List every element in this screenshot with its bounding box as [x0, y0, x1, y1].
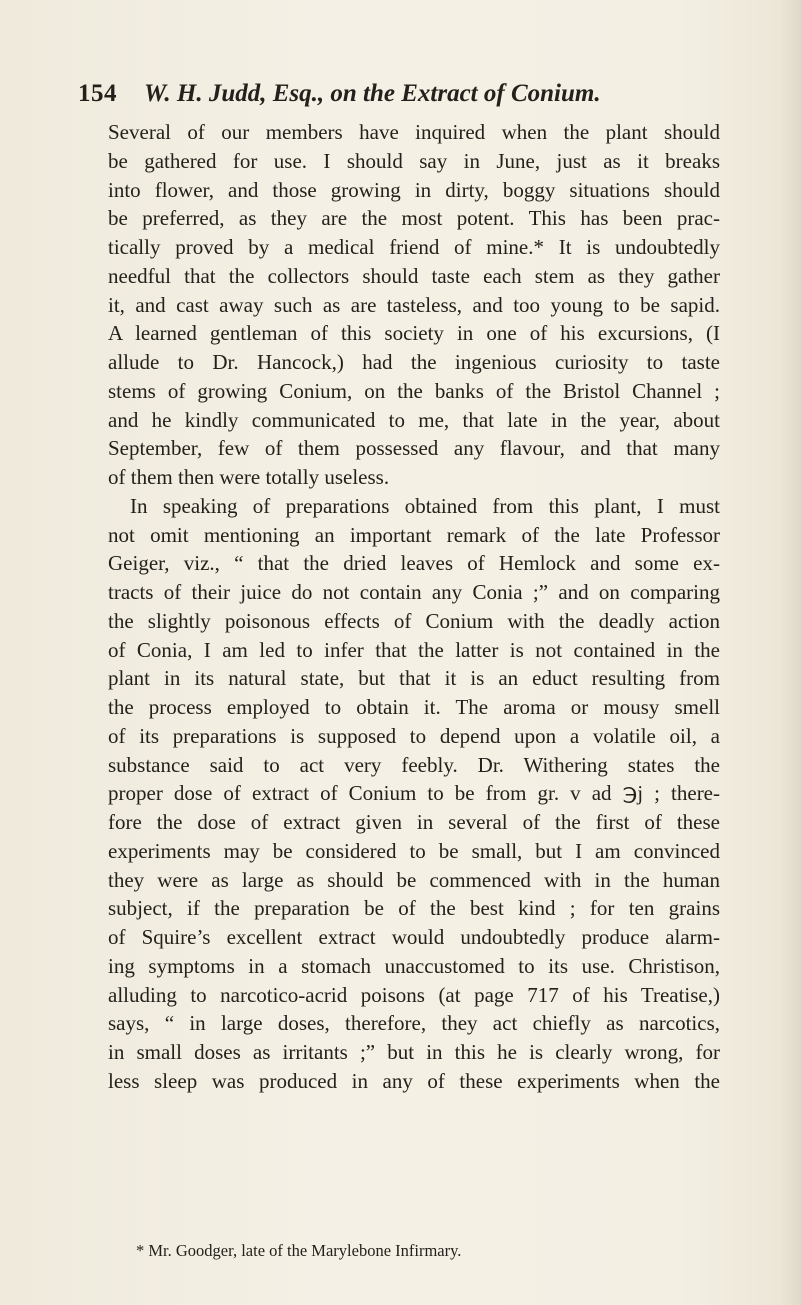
running-title: W. H. Judd, Esq., on the Extract of Conium. — [144, 80, 601, 107]
page-edge-shadow — [779, 0, 801, 1305]
text-line: Geiger, viz., “ that the dried leaves of Hemlock and some ex- — [108, 551, 720, 576]
text-line: the process employed to obtain it. The aroma or mousy smell — [108, 695, 720, 719]
text-line: says, “ in large doses, therefore, they act chiefly as narcotics, — [108, 1011, 720, 1036]
text-line: September, few of them possessed any flavour, and that many — [108, 436, 720, 461]
text-line: of them then were totally useless. — [108, 465, 390, 489]
page-number: 154 — [78, 80, 117, 107]
text-line: in small doses as irritants ;” but in this he is clearly wrong, for — [108, 1040, 720, 1064]
text-line: be preferred, as they are the most potent. This has been prac- — [108, 206, 720, 231]
text-line: ing symptoms in a stomach unaccustomed to its use. Christison, — [108, 953, 720, 978]
text-line: Several of our members have inquired when the plant should — [108, 120, 720, 144]
text-line: experiments may be considered to be small, but I am convinced — [108, 838, 720, 863]
text-line: of its preparations is supposed to depend upon a volatile oil, a — [108, 723, 720, 748]
text-line: subject, if the preparation be of the best kind ; for ten grains — [108, 896, 720, 921]
text-line: into flower, and those growing in dirty, boggy situations should — [108, 177, 720, 202]
text-line: tically proved by a medical friend of mine.* It is undoubtedly — [108, 235, 720, 259]
footnote: * Mr. Goodger, late of the Marylebone Infirmary. — [136, 1241, 462, 1260]
text-line: In speaking of preparations obtained from this plant, I must — [130, 493, 720, 518]
text-line: of Conia, I am led to infer that the latter is not contained in the — [108, 637, 720, 662]
text-line: of Squire’s excellent extract would undoubtedly produce alarm- — [108, 925, 720, 949]
text-line: needful that the collectors should taste each stem as they gather — [108, 263, 720, 288]
running-head — [78, 76, 718, 112]
text-line: it, and cast away such as are tasteless, and too young to be sapid. — [108, 292, 720, 317]
text-line: fore the dose of extract given in several of the first of these — [108, 810, 720, 834]
text-line: alluding to narcotico-acrid poisons (at page 717 of his Treatise,) — [108, 982, 720, 1007]
text-line: less sleep was produced in any of these experiments when the — [108, 1068, 720, 1093]
text-line: the slightly poisonous effects of Conium with the deadly action — [108, 608, 720, 633]
body-text — [108, 118, 720, 1096]
text-line: tracts of their juice do not contain any Conia ;” and on comparing — [108, 580, 720, 604]
text-line: and he kindly communicated to me, that late in the year, about — [108, 407, 720, 432]
text-line: they were as large as should be commenced with in the human — [108, 867, 720, 892]
text-line: stems of growing Conium, on the banks of the Bristol Channel ; — [108, 378, 720, 403]
text-line: substance said to act very feebly. Dr. Withering states the — [108, 752, 720, 777]
text-line: allude to Dr. Hancock,) had the ingenious curiosity to taste — [108, 350, 720, 374]
text-line: be gathered for use. I should say in June, just as it breaks — [108, 148, 720, 173]
text-line: not omit mentioning an important remark of the late Professor — [108, 522, 720, 547]
text-line: plant in its natural state, but that it is an educt resulting from — [108, 666, 720, 691]
text-line: proper dose of extract of Conium to be from gr. v ad ℈j ; there- — [108, 781, 720, 806]
text-line: A learned gentleman of this society in one of his excursions, (I — [108, 321, 720, 346]
